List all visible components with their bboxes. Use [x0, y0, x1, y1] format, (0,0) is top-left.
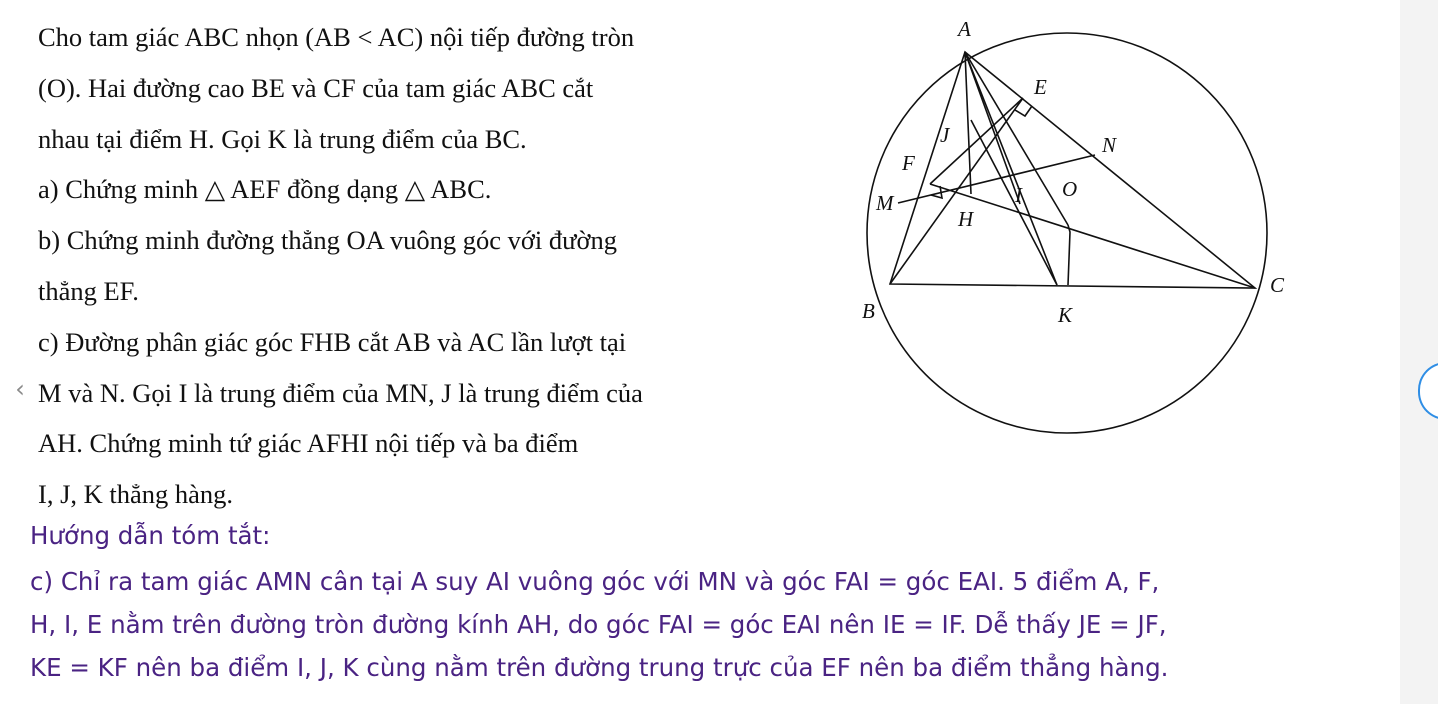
label-m: M — [876, 191, 894, 215]
problem-line: nhau tại điểm H. Gọi K là trung điểm của BC. — [38, 123, 527, 154]
problem-line: thẳng EF. — [38, 275, 139, 306]
guide-heading: Hướng dẫn tóm tắt: — [30, 521, 271, 550]
problem-line: M và N. Gọi I là trung điểm của MN, J là trung điểm của — [38, 377, 643, 408]
guide-line: H, I, E nằm trên đường tròn đường kính AH, do góc FAI = góc EAI nên IE = IF. Dễ thấy JE = JF, — [30, 610, 1167, 639]
label-j: J — [940, 123, 950, 147]
altitude-cf — [930, 184, 1255, 288]
guide-line: c) Chỉ ra tam giác AMN cân tại A suy AI vuông góc với MN và góc FAI = góc EAI. 5 điểm A, F, — [30, 567, 1160, 596]
problem-line: AH. Chứng minh tứ giác AFHI nội tiếp và ba điểm — [38, 428, 579, 459]
label-k: K — [1058, 303, 1073, 327]
problem-line: c) Đường phân giác góc FHB cắt AB và AC lần lượt tại — [38, 326, 627, 357]
previous-chevron-icon[interactable]: ‹ — [15, 375, 25, 403]
problem-line: Cho tam giác ABC nhọn (AB < AC) nội tiếp đường tròn — [38, 22, 635, 52]
segment-ok — [1068, 225, 1070, 285]
next-button[interactable] — [1418, 362, 1438, 420]
altitude-be — [890, 98, 1023, 284]
label-e: E — [1034, 75, 1047, 99]
label-n: N — [1102, 133, 1117, 157]
geometry-figure — [840, 0, 1310, 450]
guide-line: KE = KF nên ba điểm I, J, K cùng nằm trên đường trung trực của EF nên ba điểm thẳng hàng. — [30, 653, 1169, 682]
solution-guide — [30, 512, 1400, 689]
label-a: A — [958, 17, 971, 41]
problem-line: (O). Hai đường cao BE và CF của tam giác ABC cắt — [38, 72, 594, 103]
geometry-diagram — [840, 0, 1310, 450]
label-c: C — [1270, 273, 1285, 297]
problem-line: b) Chứng minh đường thẳng OA vuông góc với đường — [38, 225, 618, 256]
label-o: O — [1062, 177, 1078, 201]
segment-ah — [965, 52, 971, 194]
label-i: I — [1015, 183, 1022, 207]
label-f: F — [902, 151, 915, 175]
segment-jk — [971, 120, 1057, 285]
label-h: H — [958, 207, 974, 231]
label-b: B — [862, 299, 875, 323]
problem-line: I, J, K thẳng hàng. — [38, 479, 234, 510]
right-angle-f — [931, 186, 942, 198]
problem-line: a) Chứng minh △ AEF đồng dạng △ ABC. — [38, 174, 492, 205]
right-angle-e — [1015, 106, 1032, 116]
problem-statement — [38, 12, 838, 520]
